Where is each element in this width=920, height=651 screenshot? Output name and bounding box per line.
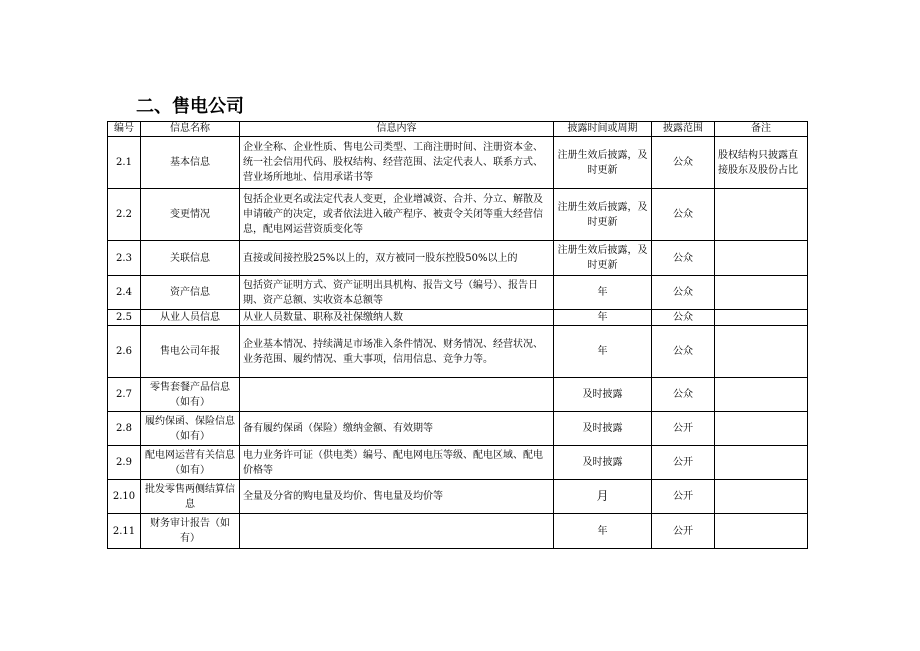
- row-note: [715, 326, 808, 378]
- row-period: 年: [554, 276, 652, 310]
- row-scope: 公开: [652, 514, 715, 549]
- table-row: [108, 446, 808, 480]
- table-row: [108, 189, 808, 241]
- row-content: 电力业务许可证（供电类）编号、配电网电压等级、配电区域、配电价格等: [240, 446, 554, 480]
- row-period: 注册生效后披露，及时更新: [554, 189, 652, 241]
- row-no: 2.2: [108, 189, 141, 241]
- row-scope: 公开: [652, 446, 715, 480]
- row-content: 从业人员数量、职称及社保缴纳人数: [240, 310, 554, 326]
- row-no: 2.10: [108, 480, 141, 514]
- row-note: 股权结构只披露直接股东及股份占比: [715, 137, 808, 189]
- row-name: 售电公司年报: [141, 326, 240, 378]
- row-scope: 公众: [652, 241, 715, 276]
- row-period: 年: [554, 326, 652, 378]
- row-period: 及时披露: [554, 446, 652, 480]
- table-row: [108, 276, 808, 310]
- row-no: 2.6: [108, 326, 141, 378]
- header-content: 信息内容: [240, 122, 554, 137]
- row-no: 2.8: [108, 412, 141, 446]
- row-note: [715, 480, 808, 514]
- row-scope: 公众: [652, 276, 715, 310]
- row-no: 2.7: [108, 378, 141, 412]
- row-scope: 公开: [652, 480, 715, 514]
- row-note: [715, 310, 808, 326]
- section-title: 二、售电公司: [136, 96, 244, 117]
- row-content: 企业全称、企业性质、售电公司类型、工商注册时间、注册资本金、统一社会信用代码、股权结构、经营范围、法定代表人、联系方式、营业场所地址、信用承诺书等: [240, 137, 554, 189]
- table-row: [108, 326, 808, 378]
- row-note: [715, 378, 808, 412]
- row-note: [715, 514, 808, 549]
- row-note: [715, 412, 808, 446]
- row-period: 注册生效后披露，及时更新: [554, 241, 652, 276]
- row-name: 关联信息: [141, 241, 240, 276]
- row-scope: 公众: [652, 189, 715, 241]
- row-note: [715, 276, 808, 310]
- row-no: 2.11: [108, 514, 141, 549]
- row-scope: 公众: [652, 326, 715, 378]
- table-row: [108, 412, 808, 446]
- table-row: [108, 310, 808, 326]
- row-no: 2.9: [108, 446, 141, 480]
- row-content: 直接或间接控股25%以上的，双方被同一股东控股50%以上的: [240, 241, 554, 276]
- row-period: 及时披露: [554, 378, 652, 412]
- row-scope: 公众: [652, 137, 715, 189]
- row-period: 年: [554, 310, 652, 326]
- row-period: 年: [554, 514, 652, 549]
- row-name: 从业人员信息: [141, 310, 240, 326]
- row-no: 2.3: [108, 241, 141, 276]
- row-scope: 公众: [652, 378, 715, 412]
- row-content: 包括资产证明方式、资产证明出具机构、报告文号（编号）、报告日期、资产总额、实收资本总额等: [240, 276, 554, 310]
- header-name: 信息名称: [141, 122, 240, 137]
- row-period: 及时披露: [554, 412, 652, 446]
- row-content: 包括企业更名或法定代表人变更，企业增减资、合并、分立、解散及申请破产的决定，或者依法进入破产程序、被责令关闭等重大经营信息，配电网运营资质变化等: [240, 189, 554, 241]
- row-no: 2.4: [108, 276, 141, 310]
- header-scope: 披露范围: [652, 122, 715, 137]
- table-header-row: [108, 122, 808, 137]
- row-scope: 公众: [652, 310, 715, 326]
- row-content: 全量及分省的购电量及均价、售电量及均价等: [240, 480, 554, 514]
- row-note: [715, 446, 808, 480]
- row-content: [240, 514, 554, 549]
- table-row: [108, 480, 808, 514]
- row-period: 注册生效后披露，及时更新: [554, 137, 652, 189]
- row-note: [715, 241, 808, 276]
- row-name: 配电网运营有关信息（如有）: [141, 446, 240, 480]
- row-name: 基本信息: [141, 137, 240, 189]
- row-note: [715, 189, 808, 241]
- row-name: 零售套餐产品信息（如有）: [141, 378, 240, 412]
- row-no: 2.1: [108, 137, 141, 189]
- row-name: 财务审计报告（如有）: [141, 514, 240, 549]
- row-no: 2.5: [108, 310, 141, 326]
- row-period: 月: [554, 480, 652, 514]
- disclosure-table: [107, 121, 808, 549]
- row-content: [240, 378, 554, 412]
- row-content: 企业基本情况、持续满足市场准入条件情况、财务情况、经营状况、业务范围、履约情况、重大事项，信用信息、竞争力等。: [240, 326, 554, 378]
- table-row: [108, 514, 808, 549]
- header-period: 披露时间或周期: [554, 122, 652, 137]
- row-name: 批发零售两侧结算信息: [141, 480, 240, 514]
- row-scope: 公开: [652, 412, 715, 446]
- row-content: 备有履约保函（保险）缴纳金额、有效期等: [240, 412, 554, 446]
- table-row: [108, 137, 808, 189]
- table-row: [108, 241, 808, 276]
- row-name: 资产信息: [141, 276, 240, 310]
- table-row: [108, 378, 808, 412]
- row-name: 履约保函、保险信息（如有）: [141, 412, 240, 446]
- row-name: 变更情况: [141, 189, 240, 241]
- header-no: 编号: [108, 122, 141, 137]
- header-note: 备注: [715, 122, 808, 137]
